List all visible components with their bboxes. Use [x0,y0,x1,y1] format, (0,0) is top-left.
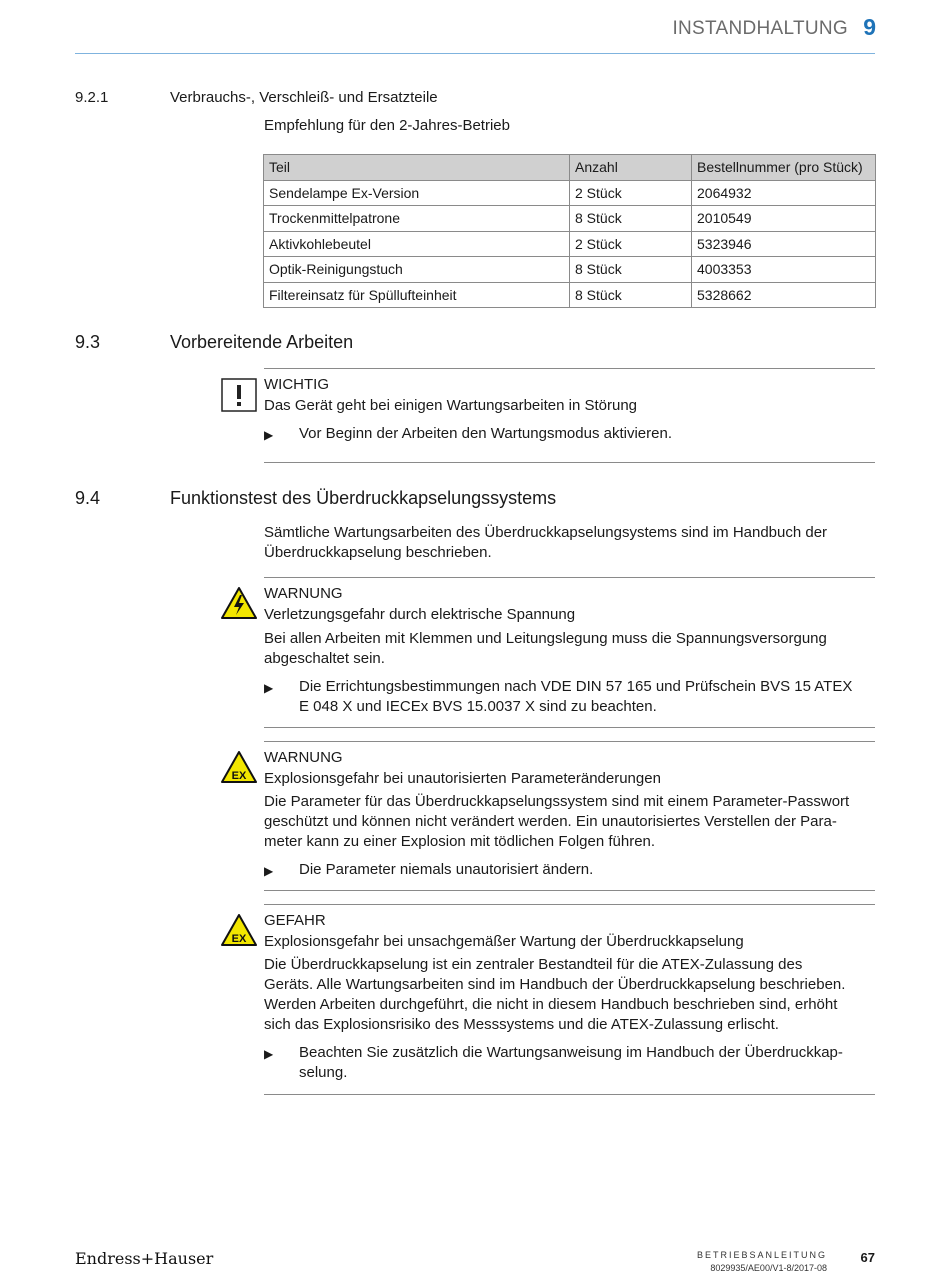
text-line: Werden Arbeiten durchgeführt, die nicht in diesem Handbuch beschrieben sind, erhöht [264,996,838,1013]
table-row [264,257,876,283]
page-number: 67 [860,1250,875,1265]
bullet-marker: ▶ [264,428,274,442]
column-header: Teil [264,155,570,181]
warning-bottom-rule [264,727,875,728]
table-header-row [264,155,876,181]
electrical-hazard-icon [221,586,257,620]
chapter-number: 9 [863,14,876,40]
table-cell: 5328662 [692,282,876,308]
notice-bottom-rule [264,462,875,463]
bullet-text [299,677,876,717]
warning-text [264,792,876,852]
table-row [264,282,876,308]
table-cell: 5323946 [692,231,876,257]
table-cell: Filtereinsatz für Spüllufteinheit [264,282,570,308]
bullet-text: Vor Beginn der Arbeiten den Wartungsmodus aktivieren. [299,425,672,442]
table-cell: 2010549 [692,206,876,232]
warning-heading: Verletzungsgefahr durch elektrische Spannung [264,606,576,623]
warning-top-rule [264,741,875,742]
text-line: E 048 X und IECEx BVS 15.0037 X sind zu beachten. [299,698,657,715]
section-number: 9.3 [75,332,101,352]
notice-heading: Das Gerät geht bei einigen Wartungsarbeiten in Störung [264,397,638,414]
text-line: meter kann zu einer Explosion mit tödlichen Folgen führen. [264,833,656,850]
text-line: Die Parameter für das Überdruckkapselungssystem sind mit einem Parameter-Passwort [264,793,850,810]
table-cell: 4003353 [692,257,876,283]
danger-label: GEFAHR [264,912,326,929]
table-row [264,180,876,206]
text-line: Bei allen Arbeiten mit Klemmen und Leitungslegung muss die Spannungsversorgung [264,630,827,647]
column-header: Anzahl [570,155,692,181]
text-line: Die Errichtungsbestimmungen nach VDE DIN 57 165 und Prüfschein BVS 15 ATEX [299,678,853,695]
table-subheading: Empfehlung für den 2-Jahres-Betrieb [264,117,510,134]
table-row [264,206,876,232]
section-title: Funktionstest des Überdruckkapselungssystems [170,488,557,508]
header-rule [75,53,875,54]
table-cell: 2064932 [692,180,876,206]
section-title: Verbrauchs-, Verschleiß- und Ersatzteile [170,89,438,106]
table-cell: Aktivkohlebeutel [264,231,570,257]
table-row [264,231,876,257]
brand-logo: Endress+Hauser [75,1249,214,1268]
svg-text:EX: EX [231,770,247,782]
danger-bottom-rule [264,1094,875,1095]
section-number: 9.2.1 [75,89,109,106]
text-line: Überdruckkapselung beschrieben. [264,544,492,561]
svg-text:EX: EX [231,933,247,945]
section-title: Vorbereitende Arbeiten [170,332,354,352]
ex-explosion-icon [221,913,257,947]
warning-text [264,629,876,669]
bullet-text [299,1043,876,1083]
bullet-text [299,860,876,880]
text-line: Sämtliche Wartungsarbeiten des Überdruckkapselungsystems sind im Handbuch der [264,524,828,541]
spare-parts-table [263,154,876,308]
exclamation-icon [221,378,257,412]
table-cell: 2 Stück [570,231,692,257]
warning-label: WARNUNG [264,585,343,602]
document-type: BETRIEBSANLEITUNG [696,1250,827,1260]
bullet-marker: ▶ [264,681,274,695]
table-cell: Sendelampe Ex-Version [264,180,570,206]
text-line: abgeschaltet sein. [264,650,385,667]
warning-label: WARNUNG [264,749,343,766]
table-cell: Trockenmittelpatrone [264,206,570,232]
text-line: Die Überdruckkapselung ist ein zentraler Bestandteil für die ATEX-Zulassung des [264,956,803,973]
text-line: selung. [299,1064,348,1081]
intro-paragraph [264,523,876,563]
warning-top-rule [264,577,875,578]
bullet-marker: ▶ [264,864,274,878]
column-header: Bestellnummer (pro Stück) [692,155,876,181]
notice-top-rule [264,368,875,369]
table-cell: 8 Stück [570,257,692,283]
notice-label: WICHTIG [264,376,329,393]
text-line: sich das Explosionsrisiko des Messsystems und die ATEX-Zulassung erlischt. [264,1016,779,1033]
chapter-title: INSTANDHALTUNG [672,18,848,39]
table-cell: 2 Stück [570,180,692,206]
danger-top-rule [264,904,875,905]
section-number: 9.4 [75,488,101,508]
text-line: Die Parameter niemals unautorisiert ändern. [299,861,594,878]
danger-heading: Explosionsgefahr bei unsachgemäßer Wartung der Überdruckkapselung [264,933,744,950]
table-cell: 8 Stück [570,282,692,308]
table-cell: Optik-Reinigungstuch [264,257,570,283]
text-line: geschützt und können nicht verändert werden. Ein unautorisiertes Verstellen der Para- [264,813,837,830]
text-line: Beachten Sie zusätzlich die Wartungsanweisung im Handbuch der Überdruckkap- [299,1044,843,1061]
bullet-marker: ▶ [264,1047,274,1061]
warning-bottom-rule [264,890,875,891]
warning-heading: Explosionsgefahr bei unautorisierten Parameteränderungen [264,770,661,787]
document-id: 8029935/AE00/V1-8/2017-08 [710,1263,827,1273]
text-line: Geräts. Alle Wartungsarbeiten sind im Handbuch der Überdruckkapselung beschrieben. [264,976,846,993]
table-cell: 8 Stück [570,206,692,232]
danger-text [264,955,876,1035]
ex-explosion-icon [221,750,257,784]
